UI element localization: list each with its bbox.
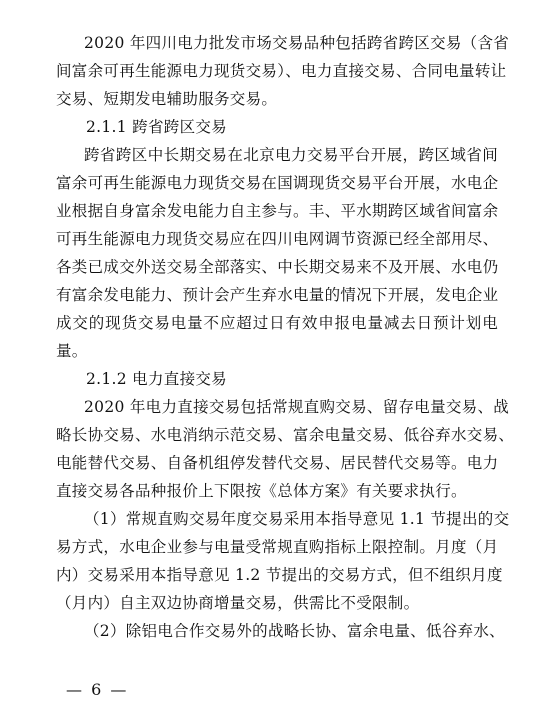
paragraph-2-line-6: 有富余发电能力、预计会产生弃水电量的情况下开展，发电企业 [56, 286, 499, 304]
section-heading-2-1-2: 2.1.2 电力直接交易 [86, 370, 227, 388]
paragraph-2-line-2: 富余可再生能源电力现货交易在国调现货交易平台开展，水电企 [56, 174, 499, 192]
paragraph-4-line-1: （1）常规直购交易年度交易采用本指导意见 1.1 节提出的交 [84, 510, 510, 528]
paragraph-1-line-3: 交易、短期发电辅助服务交易。 [56, 90, 278, 108]
paragraph-3-line-4: 直接交易各品种报价上下限按《总体方案》有关要求执行。 [56, 482, 467, 500]
paragraph-5-line-1: （2）除铝电合作交易外的战略长协、富余电量、低谷弃水、 [84, 622, 505, 640]
paragraph-2-line-1: 跨省跨区中长期交易在北京电力交易平台开展，跨区域省间 [84, 146, 498, 164]
paragraph-4-line-3: 内）交易采用本指导意见 1.2 节提出的交易方式，但不组织月度 [56, 566, 503, 584]
page-number: — 6 — [66, 680, 129, 699]
paragraph-2-line-3: 业根据自身富余发电能力自主参与。丰、平水期跨区域省间富余 [56, 202, 499, 220]
paragraph-1-line-2: 间富余可再生能源电力现货交易）、电力直接交易、合同电量转让 [56, 62, 507, 80]
paragraph-2-line-4: 可再生能源电力现货交易应在四川电网调节资源已经全部用尽、 [56, 230, 499, 248]
paragraph-3-line-1: 2020 年电力直接交易包括常规直购交易、留存电量交易、战 [84, 398, 510, 416]
paragraph-4-line-2: 易方式，水电企业参与电量受常规直购指标上限控制。月度（月 [56, 538, 499, 556]
paragraph-2-line-8: 量。 [56, 342, 88, 360]
paragraph-4-line-4: （月内）自主双边协商增量交易，供需比不受限制。 [56, 594, 420, 612]
paragraph-3-line-3: 电能替代交易、自备机组停发替代交易、居民替代交易等。电力 [56, 454, 499, 472]
paragraph-3-line-2: 略长协交易、水电消纳示范交易、富余电量交易、低谷弃水交易、 [56, 426, 515, 444]
section-heading-2-1-1: 2.1.1 跨省跨区交易 [86, 118, 227, 136]
paragraph-1-line-1: 2020 年四川电力批发市场交易品种包括跨省跨区交易（含省 [84, 34, 510, 52]
paragraph-2-line-7: 成交的现货交易电量不应超过日有效申报电量减去日预计划电 [56, 314, 498, 332]
paragraph-2-line-5: 各类已成交外送交易全部落实、中长期交易来不及开展、水电仍 [56, 258, 499, 276]
